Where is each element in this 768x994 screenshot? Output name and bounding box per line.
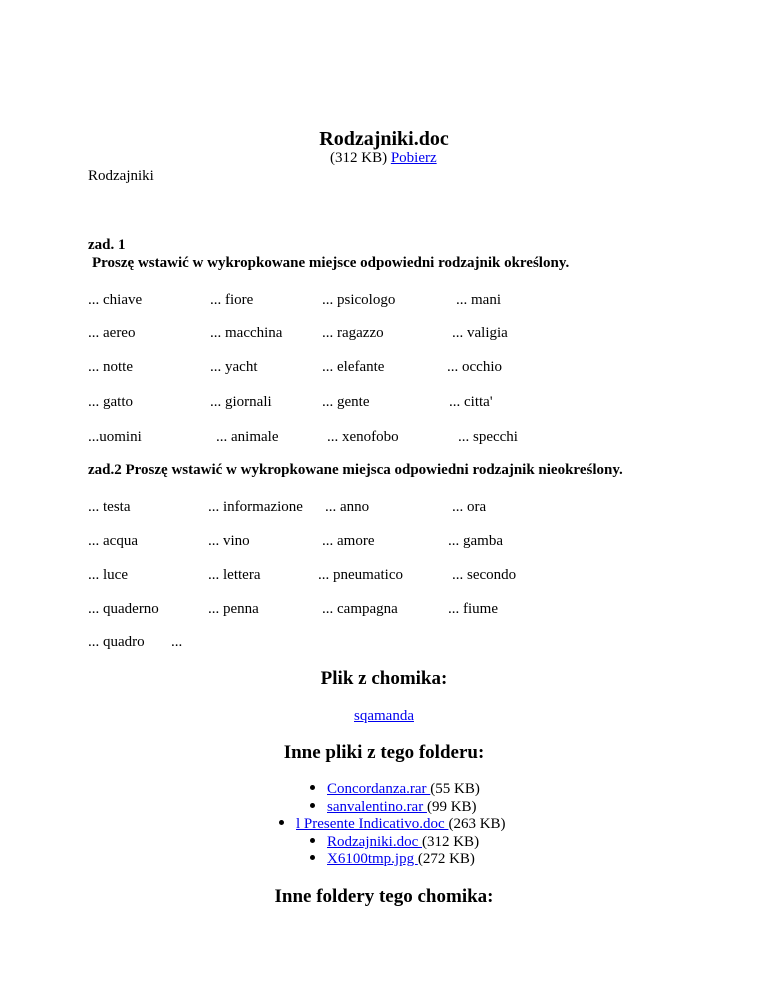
exercise-2-heading: zad.2 Proszę wstawić w wykropkowane miejsca odpowiedni rodzajnik nieokreślony. <box>88 462 623 478</box>
ex2-cell: ... fiume <box>448 601 498 617</box>
ex2-cell: ... vino <box>208 533 250 549</box>
ex2-cell: ... secondo <box>452 567 517 583</box>
file-link[interactable]: l Presente Indicativo.doc <box>296 816 449 832</box>
ex1-cell: ... aereo <box>88 325 136 341</box>
file-size: (99 KB) <box>426 799 477 815</box>
other-folders-heading: Inne foldery tego chomika: <box>274 886 494 907</box>
ex2-cell: ... quaderno <box>88 601 159 617</box>
ex2-cell: ... pneumatico <box>318 567 403 583</box>
ex1-cell: ... fiore <box>210 292 254 308</box>
bullet-icon <box>310 838 315 843</box>
ex2-cell: ... acqua <box>88 533 138 549</box>
file-size: (272 KB) <box>417 851 475 867</box>
file-size-line <box>330 150 437 167</box>
list-item <box>310 851 475 868</box>
ex2-cell: ... penna <box>208 601 259 617</box>
file-link[interactable]: Concordanza.rar <box>327 781 431 797</box>
file-size: (312 KB) <box>421 834 480 850</box>
intro-text: Rodzajniki <box>88 168 154 184</box>
owner-heading: Plik z chomika: <box>320 668 448 689</box>
list-item <box>310 799 477 816</box>
bullet-icon <box>310 855 315 860</box>
file-size: (55 KB) <box>430 781 480 797</box>
ex1-cell: ... specchi <box>458 429 518 445</box>
ex1-cell: ... ragazzo <box>322 325 384 341</box>
ex2-cell: ... anno <box>325 499 370 515</box>
bullet-icon <box>310 785 315 790</box>
ex1-cell: ... notte <box>88 359 133 375</box>
bullet-icon <box>310 803 315 808</box>
download-link[interactable]: Pobierz <box>390 150 437 166</box>
ex1-cell: ... elefante <box>322 359 385 375</box>
ex1-cell: ... macchina <box>210 325 283 341</box>
ex1-cell: ... yacht <box>210 359 258 375</box>
ex2-cell: ... informazione <box>208 499 303 515</box>
ex1-cell: ... psicologo <box>322 292 396 308</box>
ex1-cell: ... mani <box>456 292 501 308</box>
ex1-cell: ... gente <box>322 394 370 410</box>
ex1-cell: ... valigia <box>452 325 508 341</box>
ex1-cell: ... giornali <box>210 394 272 410</box>
ex2-cell: ... ora <box>452 499 487 515</box>
ex2-cell: ... amore <box>322 533 375 549</box>
ex1-cell: ... gatto <box>88 394 133 410</box>
ex1-cell: ... animale <box>216 429 279 445</box>
document-title: Rodzajniki.doc <box>319 128 449 150</box>
ex2-cell: ... campagna <box>322 601 398 617</box>
folder-files-heading: Inne pliki z tego folderu: <box>283 742 485 763</box>
bullet-icon <box>279 820 284 825</box>
ex2-cell: ... quadro <box>88 634 145 650</box>
file-link[interactable]: sanvalentino.rar <box>327 799 427 815</box>
ex1-cell: ... citta' <box>449 394 493 410</box>
ex2-cell: ... luce <box>88 567 128 583</box>
file-size: (263 KB) <box>448 816 506 832</box>
ex1-cell: ... chiave <box>88 292 143 308</box>
file-link[interactable]: X6100tmp.jpg <box>327 851 418 867</box>
ex2-cell: ... testa <box>88 499 131 515</box>
ex1-cell: ... xenofobo <box>327 429 399 445</box>
ex1-cell: ...uomini <box>88 429 142 445</box>
ex2-cell: ... <box>171 634 183 650</box>
list-item <box>310 834 479 851</box>
exercise-1-instruction: Proszę wstawić w wykropkowane miejsce odpowiedni rodzajnik określony. <box>92 255 570 271</box>
ex2-cell: ... lettera <box>208 567 261 583</box>
ex2-cell: ... gamba <box>448 533 503 549</box>
list-item <box>310 781 480 798</box>
list-item <box>279 816 506 833</box>
file-link[interactable]: Rodzajniki.doc <box>327 834 422 850</box>
owner-link[interactable]: sqamanda <box>354 708 414 724</box>
exercise-1-heading: zad. 1 <box>88 237 126 253</box>
file-size: (312 KB) <box>330 150 388 166</box>
ex1-cell: ... occhio <box>447 359 502 375</box>
